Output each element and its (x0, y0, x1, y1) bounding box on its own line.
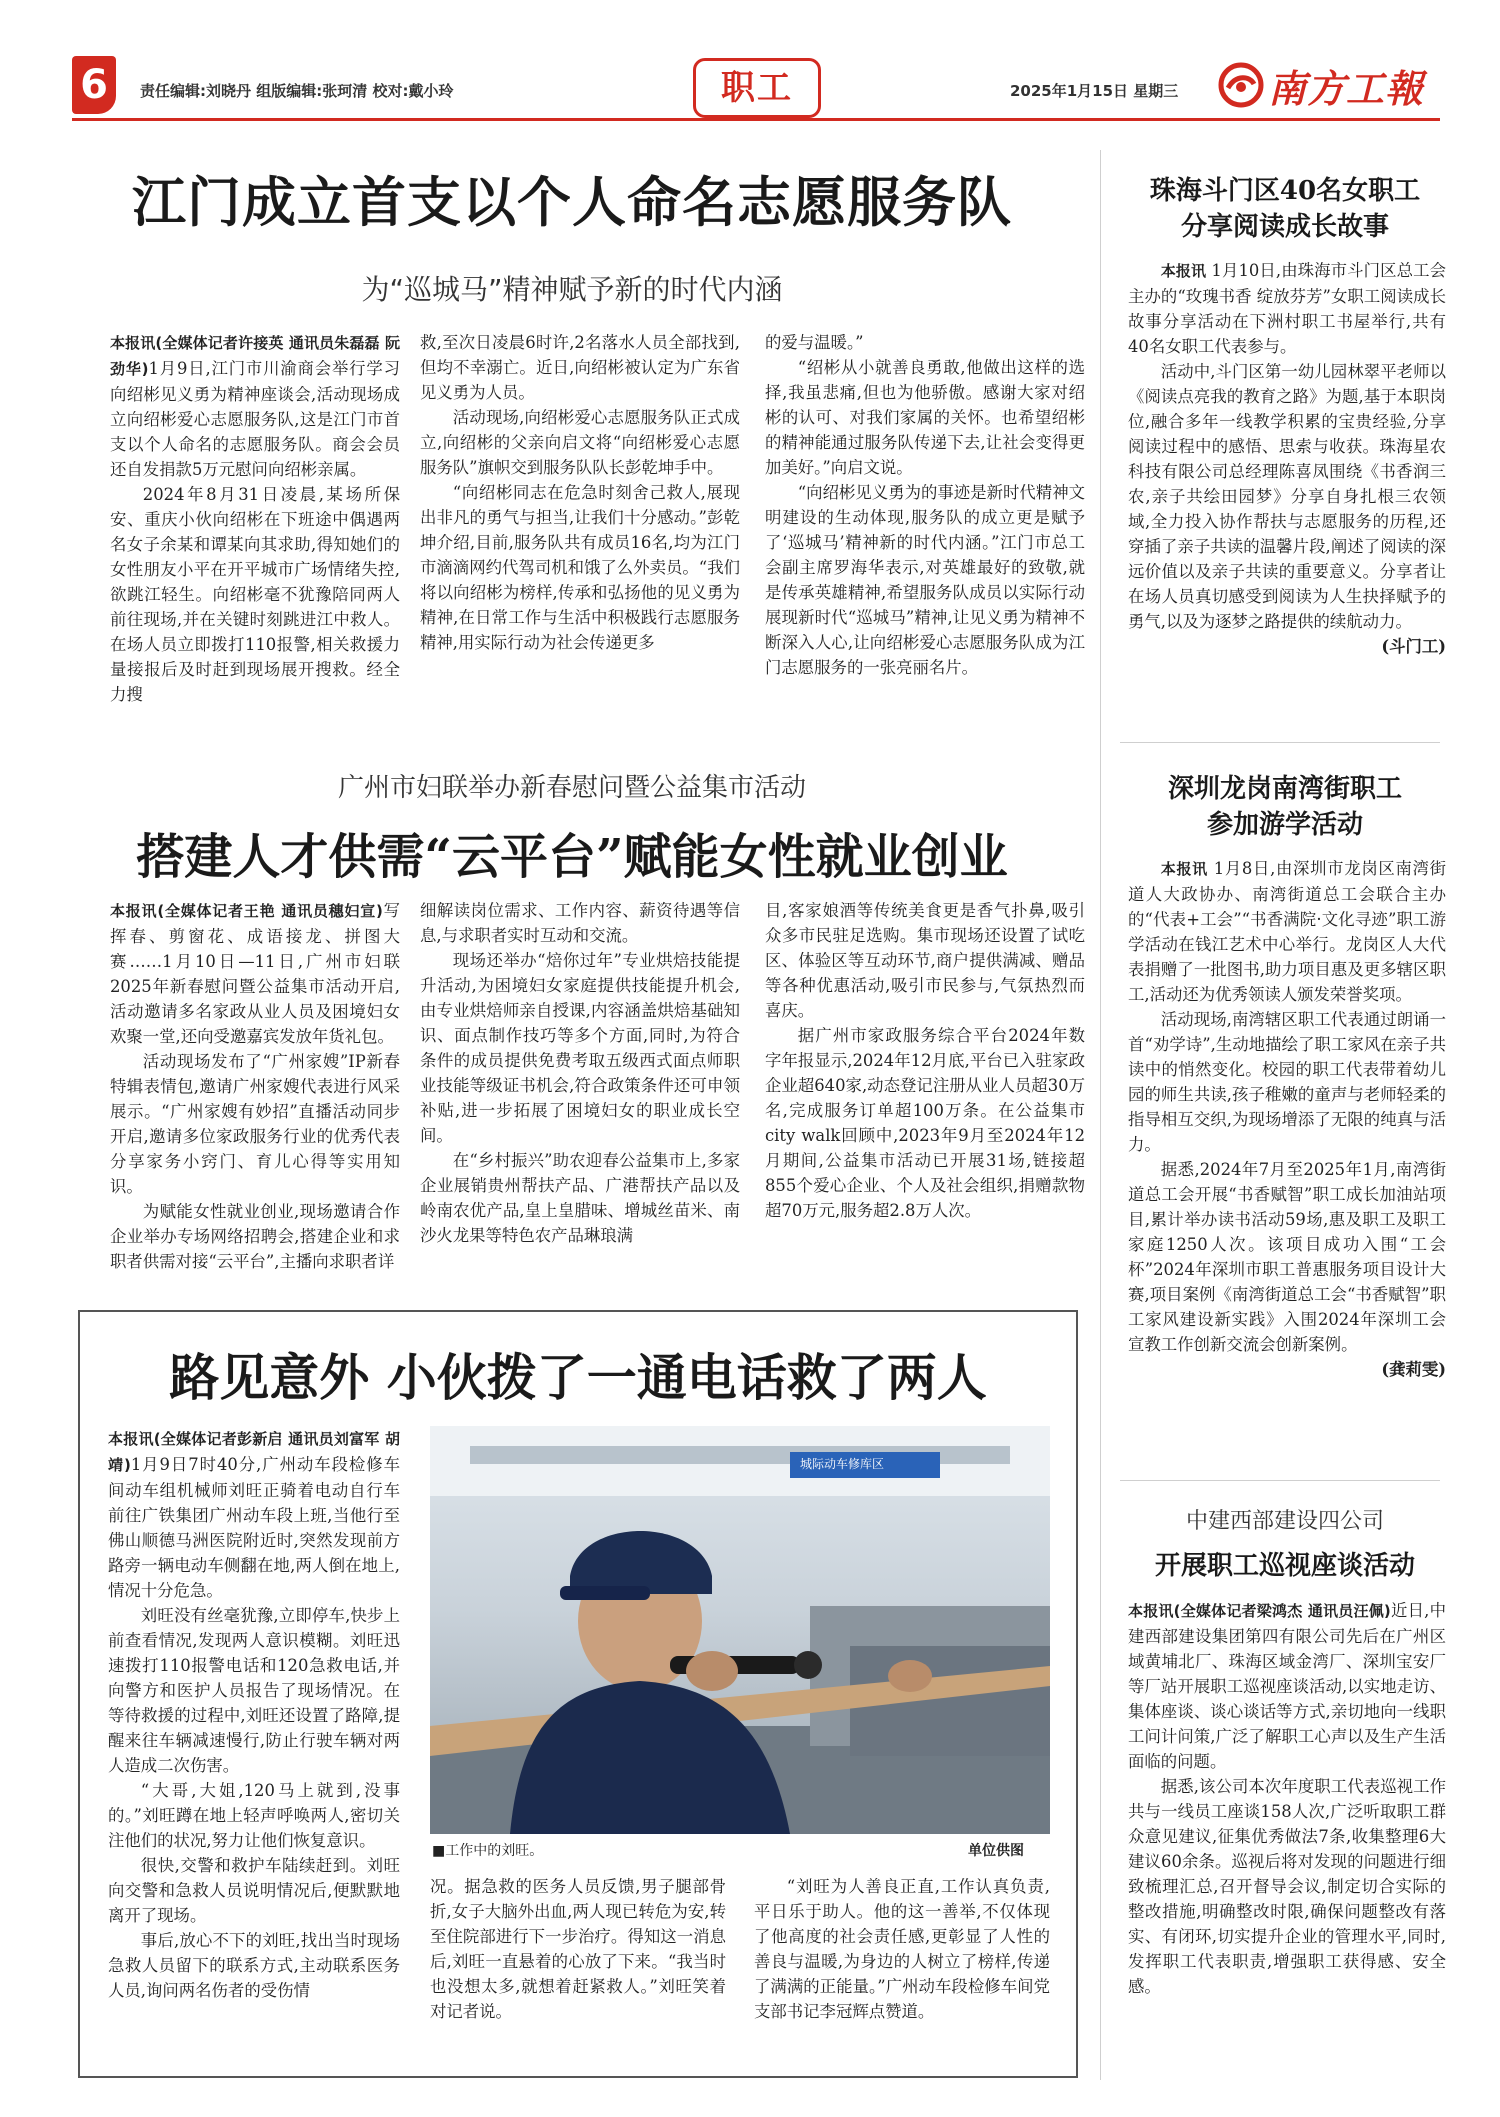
article1-para1 (110, 330, 400, 482)
article2-col2 (420, 898, 740, 1270)
article1-para8: “向绍彬见义勇为的事迹是新时代精神文明建设的生动体现,服务队的成立更是赋予了‘巡城马’精神新的时代内涵。”江门市总工会副主席罗海华表示,对英雄最好的致敬,就是传承英雄精神,希望服务队成员以实际行动展现新时代“巡城马”精神,让见义勇为精神不断深入人心,让向绍彬爱心志愿服务队成为江门志愿服务的一张亮丽名片。 (765, 483, 1085, 677)
date-line: 2025年1月15日 星期三 (1010, 82, 1179, 100)
side-rule-1 (1120, 742, 1440, 743)
side2-para3 (1128, 1157, 1446, 1379)
article3-para1 (108, 1426, 400, 1603)
article2-col3 (765, 898, 1085, 1270)
article1-byline: 本报讯(全媒体记者许接英 通讯员朱磊磊 阮劲华) (110, 334, 400, 378)
article2-kicker: 广州市妇联举办新春慰问暨公益集市活动 (337, 773, 806, 803)
editors-line: 责任编辑:刘晓丹 组版编辑:张珂清 校对:戴小玲 (140, 82, 454, 100)
article2-para1-text: 写挥春、剪窗花、成语接龙、拼图大赛……1月10日—11日,广州市妇联2025年新春慰问暨公益集市活动开启,活动邀请多名家政从业人员及困境妇女欢聚一堂,还向受邀嘉宾发放年货礼包。 (110, 901, 400, 1046)
side-rule-2 (1120, 1480, 1440, 1481)
side3-byline: 本报讯(全媒体记者梁鸿杰 通讯员汪佩) (1128, 1602, 1391, 1620)
article2-byline: 本报讯(全媒体记者王艳 通讯员穗妇宣) (110, 902, 383, 920)
side3-para2: 据悉,该公司本次年度职工代表巡视工作共与一线员工座谈158人次,广泛听取职工群众意见建议,征集优秀做法7条,收集整理6大建议60余条。巡视后将对发现的问题进行细致梳理汇总,召开督导会议,制定切合实际的整改措施,明确整改时限,确保问题整改有落实、有闭环,切实提升企业的管理水平,同时,发挥职工代表职责,增强职工获得感、安全感。 (1128, 1777, 1446, 1996)
article2-para2: 活动现场发布了“广州家嫂”IP新春特辑表情包,邀请广州家嫂代表进行风采展示。“广州家嫂有妙招”直播活动同步开启,邀请多位家政服务行业的优秀代表分享家务小窍门、育儿心得等实用知识。 (110, 1052, 400, 1196)
article3-para3: “大哥,大姐,120马上就到,没事的。”刘旺蹲在地上轻声呼唤两人,密切关注他们的状况,努力让他们恢复意识。 (108, 1781, 400, 1850)
side1-title-line2: 分享阅读成长故事 (1180, 212, 1389, 242)
side2-para1-text: 1月8日,由深圳市龙岗区南湾街道人大政协办、南湾街道总工会联合主办的“代表+工会”“书香满院·文化寻迹”职工游学活动在钱江艺术中心举行。龙岗区人大代表捐赠了一批图书,助力项目惠及更多辖区职工,活动还为优秀领读人颁发荣誉奖项。 (1128, 859, 1446, 1004)
article2-para3: 为赋能女性就业创业,现场邀请合作企业举办专场网络招聘会,搭建企业和求职者供需对接“云平台”,主播向求职者详 (110, 1202, 400, 1270)
side3-para1-text: 近日,中建西部建设集团第四有限公司先后在广州区域黄埔北厂、珠海区域金湾厂、深圳宝安厂等厂站开展职工巡视座谈活动,以实地走访、集体座谈、谈心谈话等方式,亲切地向一线职工问计问策,广泛了解职工心声以及生产生活面临的问题。 (1128, 1601, 1446, 1771)
logo-swirl-icon (1218, 62, 1264, 108)
article1-para5: “向绍彬同志在危急时刻舍己救人,展现出非凡的勇气与担当,让我们十分感动。”彭乾坤介绍,目前,服务队共有成员16名,均为江门市滴滴网约代驾司机和饿了么外卖员。“我们将以向绍彬为榜样,传承和弘扬他的见义勇为精神,在日常工作与生活中积极践行志愿服务精神,用实际行动为社会传递更多 (420, 483, 740, 652)
article2-para4: 细解读岗位需求、工作内容、薪资待遇等信息,与求职者实时互动和交流。 (420, 901, 740, 945)
article1-para6: 的爱与温暖。” (765, 333, 864, 352)
side1-para1-text: 1月10日,由珠海市斗门区总工会主办的“玫瑰书香 绽放芬芳”女职工阅读成长故事分享活动在下洲村职工书屋举行,共有40名女职工代表参与。 (1128, 261, 1446, 356)
article2-para8: 据广州市家政服务综合平台2024年数字年报显示,2024年12月底,平台已入驻家政企业超640家,动态登记注册从业人员超30万名,完成服务订单超100万条。在公益集市city walk回顾中,2023年9月至2024年12月期间,公益集市活动已开展31场,链接超855个爱心企业、个人及社会组织,捐赠款物超70万元,服务超2.8万人次。 (765, 1026, 1085, 1220)
side1-title-line1: 珠海斗门区40名女职工 (1149, 176, 1421, 206)
side1-para1 (1128, 258, 1446, 359)
side2-para2: 活动现场,南湾辖区职工代表通过朗诵一首“劝学诗”,生动地描绘了职工家风在亲子共读中的悄然变化。校园的职工代表带着幼儿园的师生共读,孩子稚嫩的童声与老师轻柔的指导相互交织,为现场增添了无限的纯真与活力。 (1128, 1010, 1446, 1154)
article1-col1 (110, 330, 400, 725)
article1-subtitle: 为“巡城马”精神赋予新的时代内涵 (361, 273, 783, 306)
side1-signature: (斗门工) (1381, 637, 1446, 656)
article3-col1 (108, 1426, 400, 2061)
header-rule (72, 118, 1440, 121)
article2-para6: 在“乡村振兴”助农迎春公益集市上,多家企业展销贵州帮扶产品、广港帮扶产品以及岭南农优产品,皇上皇腊味、增城丝苗米、南沙火龙果等特色农产品琳琅满 (420, 1151, 740, 1245)
article3-para2: 刘旺没有丝毫犹豫,立即停车,快步上前查看情况,发现两人意识模糊。刘旺迅速拨打110报警电话和120急救电话,并向警方和医护人员报告了现场情况。在等待救援的过程中,刘旺还设置了路障,提醒来往车辆减速慢行,防止行驶车辆对两人造成二次伤害。 (108, 1606, 400, 1775)
side3-body (1128, 1598, 1446, 2073)
article3-byline: 本报讯(全媒体记者彭新启 通讯员刘富军 胡靖) (108, 1430, 400, 1474)
worker-photo-illustration (430, 1426, 1050, 1834)
side3-para1 (1128, 1598, 1446, 1774)
sidebar-divider (1100, 150, 1101, 2080)
side3-kicker: 中建西部建设四公司 (1185, 1509, 1384, 1534)
article1-para7: “绍彬从小就善良勇敢,他做出这样的选择,我虽悲痛,但也为他骄傲。感谢大家对绍彬的认可、对我们家属的关怀。也希望绍彬的精神能通过服务队传递下去,让社会变得更加美好。”向启文说。 (765, 358, 1085, 477)
side2-title-line1: 深圳龙岗南湾街职工 (1167, 774, 1402, 804)
article1-para2: 2024年8月31日凌晨,某场所保安、重庆小伙向绍彬在下班途中偶遇两名女子余某和谭某向其求助,得知她们的女性朋友小平在开平城市广场情绪失控,欲跳江轻生。向绍彬毫不犹豫陪同两人前往现场,并在关键时刻跳进江中救人。在场人员立即拨打110报警,相关救援力量接报后及时赶到现场展开搜救。经全力搜 (110, 485, 400, 704)
newspaper-logo (1218, 56, 1440, 112)
side2-para1 (1128, 856, 1446, 1007)
side1-body (1128, 258, 1446, 723)
article3-col3 (754, 1874, 1050, 2064)
article1-title: 江门成立首支以个人命名志愿服务队 (132, 170, 1012, 234)
article2-title: 搭建人才供需“云平台”赋能女性就业创业 (136, 829, 1008, 885)
article1-col3 (765, 330, 1085, 725)
article3-title: 路见意外 小伙拨了一通电话救了两人 (169, 1348, 987, 1407)
side2-body (1128, 856, 1446, 1456)
side2-signature: (龚莉雯) (1381, 1360, 1446, 1379)
article3-col2 (430, 1874, 726, 2064)
side2-para3-text: 据悉,2024年7月至2025年1月,南湾街道总工会开展“书香赋智”职工成长加油站项目,累计举办读书活动59场,惠及职工及职工家庭1250人次。该项目成功入围“工会杯”2024年深圳市职工普惠服务项目设计大赛,项目案例《南湾街道总工会“书香赋智”职工家风建设新实践》入围2024年深圳工会宣教工作创新交流会创新案例。 (1128, 1160, 1446, 1354)
article2-para7: 目,客家娘酒等传统美食更是香气扑鼻,吸引众多市民驻足选购。集市现场还设置了试吃区、体验区等互动环节,商户提供满减、赠品等各种优惠活动,吸引市民参与,气氛热烈而喜庆。 (765, 901, 1085, 1020)
logo-text: 南方工報 (1268, 66, 1425, 111)
article2-para1 (110, 898, 400, 1049)
article3-para6: 况。据急救的医务人员反馈,男子腿部骨折,女子大脑外出血,两人现已转危为安,转至住院部进行下一步治疗。得知这一消息后,刘旺一直悬着的心放了下来。“我当时也没想太多,就想着赶紧救人。”刘旺笑着对记者说。 (430, 1877, 726, 2021)
side2-title-line2: 参加游学活动 (1206, 810, 1363, 840)
photo-credit: 单位供图 (968, 1843, 1024, 1859)
side1-para2-text: 活动中,斗门区第一幼儿园林翠平老师以《阅读点亮我的教育之路》为题,基于本职岗位,融合多年一线教学积累的宝贵经验,分享阅读过程中的感悟、思索与收获。珠海星农科技有限公司总经理陈喜凤围绕《书香润三农,亲子共绘田园梦》分享自身扎根三农领域,全力投入协作帮扶与志愿服务的历程,还穿插了亲子共读的温馨片段,阐述了阅读的深远价值以及亲子共读的重要意义。分享者让在场人员真切感受到阅读为人生抉择赋予的勇气,以及为逐梦之路提供的续航动力。 (1128, 362, 1446, 631)
article3-para1-text: 1月9日7时40分,广州动车段检修车间动车组机械师刘旺正骑着电动自行车前往广铁集团广州动车段上班,当他行至佛山顺德马洲医院附近时,突然发现前方路旁一辆电动车侧翻在地,两人倒在地上,情况十分危急。 (108, 1455, 400, 1600)
article2-col1 (110, 898, 400, 1270)
article1-para1-text: 1月9日,江门市川渝商会举行学习向绍彬见义勇为精神座谈会,活动现场成立向绍彬爱心志愿服务队,这是江门市首支以个人命名的志愿服务队。商会会员还自发捐款5万元慰问向绍彬亲属。 (110, 359, 400, 479)
article3-para4: 很快,交警和救护车陆续赶到。刘旺向交警和急救人员说明情况后,便默默地离开了现场。 (108, 1856, 400, 1925)
article1-para4: 活动现场,向绍彬爱心志愿服务队正式成立,向绍彬的父亲向启文将“向绍彬爱心志愿服务队”旗帜交到服务队队长彭乾坤手中。 (420, 408, 740, 477)
side1-byline: 本报讯 (1160, 262, 1207, 280)
section-label (693, 58, 821, 118)
side2-byline: 本报讯 (1160, 860, 1208, 878)
side1-para2 (1128, 359, 1446, 656)
photo-sign-text: 城际动车修库区 (800, 1457, 885, 1471)
article3-para5: 事后,放心不下的刘旺,找出当时现场急救人员留下的联系方式,主动联系医务人员,询问两名伤者的受伤情 (108, 1931, 400, 2000)
article3-para7: “刘旺为人善良正直,工作认真负责,平日乐于助人。他的这一善举,不仅体现了他高度的社会责任感,更彰显了人性的善良与温暖,为身边的人树立了榜样,传递了满满的正能量。”广州动车段检修车间党支部书记李冠辉点赞道。 (754, 1877, 1050, 2021)
article2-para5: 现场还举办“焙你过年”专业烘焙技能提升活动,为困境妇女家庭提供技能提升机会,由专业烘焙师亲自授课,内容涵盖烘焙基础知识、面点制作技巧等多个方面,同时,为符合条件的成员提供免费考取五级西式面点师职业技能等级证书机会,符合政策条件还可申领补贴,进一步拓展了困境妇女的职业成长空间。 (420, 951, 740, 1145)
side3-title: 开展职工巡视座谈活动 (1154, 1551, 1415, 1581)
article1-col2 (420, 330, 740, 725)
section-title: 职工 (721, 68, 793, 108)
page-number-badge (72, 56, 116, 114)
article3-photo (430, 1426, 1050, 1834)
page-number: 6 (80, 62, 108, 108)
photo-caption: ■工作中的刘旺。 (432, 1843, 544, 1859)
article1-para3: 救,至次日凌晨6时许,2名落水人员全部找到,但均不幸溺亡。近日,向绍彬被认定为广东省见义勇为人员。 (420, 333, 740, 402)
